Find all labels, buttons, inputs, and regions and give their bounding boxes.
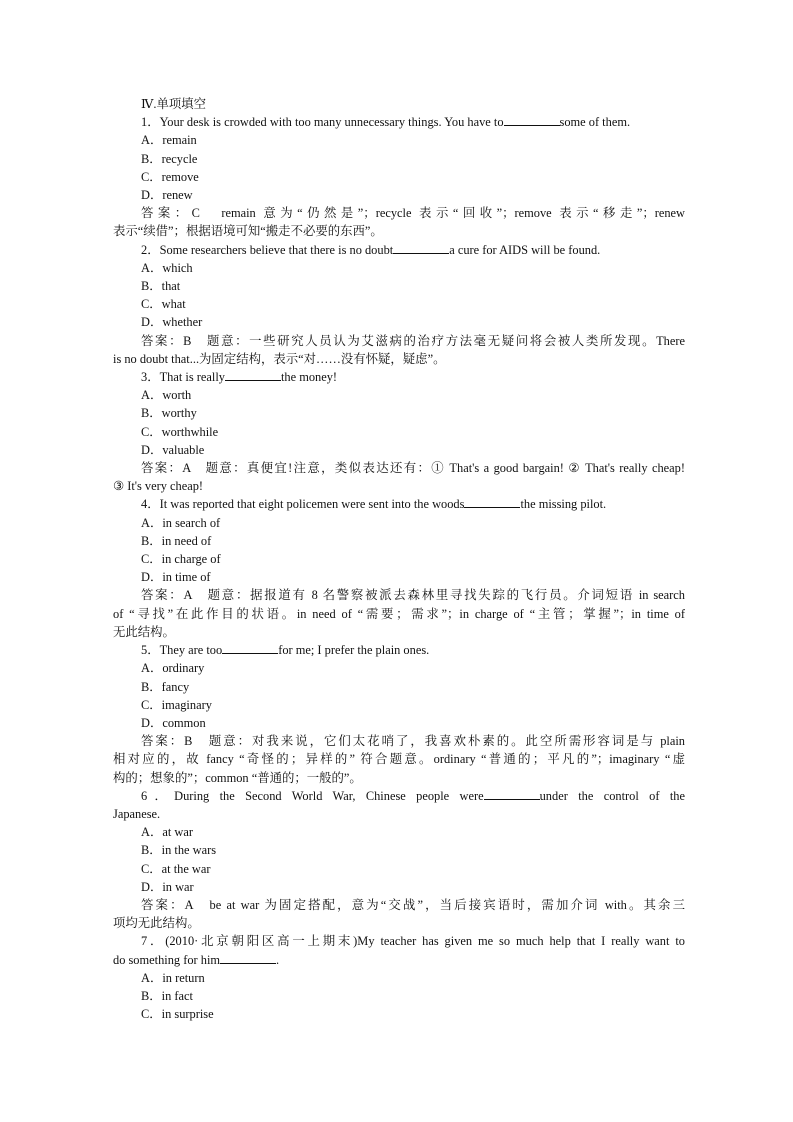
answer-blank — [393, 241, 449, 254]
option-b: B．in fact — [141, 988, 193, 1003]
option-b: B．worthy — [141, 406, 197, 421]
answer-line: 构的；想象的”；common “普通的；一般的”。 — [113, 770, 362, 785]
option-a: A．worth — [141, 388, 192, 403]
option-d: D．renew — [141, 188, 193, 203]
option-b: B．recycle — [141, 151, 198, 166]
question-stem-continued: Japanese. — [113, 806, 161, 821]
question-stem: 7．(2010·北京朝阳区高一上期末)My teacher has given me so much help that I really want to — [141, 934, 685, 949]
option-c: C．remove — [141, 169, 199, 184]
answer-line: 答案：A 题意：据报道有 8 名警察被派去森林里寻找失踪的飞行员。介词短语 in search — [141, 588, 685, 603]
option-a: A．at war — [141, 825, 193, 840]
question-7 — [113, 932, 685, 1023]
question-stem: 6．During the Second World War, Chinese people were under the control of the — [141, 788, 685, 803]
question-2 — [113, 241, 685, 368]
option-c: C．what — [141, 297, 186, 312]
document-page — [113, 95, 685, 1023]
answer-line: 项均无此结构。 — [113, 916, 200, 931]
option-a: A．which — [141, 260, 193, 275]
question-stem-continued: do something for him . — [113, 952, 280, 967]
answer-line: 答案：B 题意：一些研究人员认为艾滋病的治疗方法毫无疑问将会被人类所发现。There — [141, 333, 685, 348]
question-stem: 5．They are too for me; I prefer the plain ones. — [141, 643, 430, 658]
answer-blank — [504, 113, 560, 126]
question-stem: 1．Your desk is crowded with too many unnecessary things. You have to some of them. — [141, 115, 631, 130]
option-b: B．in the wars — [141, 843, 217, 858]
answer-line: 无此结构。 — [113, 624, 175, 639]
question-3 — [113, 368, 685, 495]
question-6 — [113, 787, 685, 933]
option-a: A．in return — [141, 970, 205, 985]
answer-line: 答案：C remain 意为“仍然是”；recycle 表示“回收”；remove 表示“移走”；renew — [141, 206, 685, 221]
option-d: D．in time of — [141, 570, 211, 585]
question-stem: 2．Some researchers believe that there is no doubt a cure for AIDS will be found. — [141, 242, 601, 257]
option-a: A．remain — [141, 133, 197, 148]
question-4 — [113, 495, 685, 641]
answer-blank — [225, 368, 281, 381]
section-title: Ⅳ.单项填空 — [141, 97, 207, 111]
option-c: C．at the war — [141, 861, 211, 876]
answer-line: 表示“续借”；根据语境可知“搬走不必要的东西”。 — [113, 224, 383, 239]
answer-line: 答案：B 题意：对我来说，它们太花哨了，我喜欢朴素的。此空所需形容词是与 plain — [141, 734, 685, 749]
question-stem: 4．It was reported that eight policemen were sent into the woods the missing pilot. — [141, 497, 607, 512]
answer-line: ③ It's very cheap! — [113, 479, 204, 494]
answer-line: 答案：A be at war 为固定搭配，意为“交战”，当后接宾语时，需加介词 with。其余三 — [141, 897, 685, 912]
option-c: C．worthwhile — [141, 424, 219, 439]
question-5 — [113, 641, 685, 787]
option-b: B．that — [141, 279, 181, 294]
option-d: D．whether — [141, 315, 203, 330]
option-d: D．in war — [141, 879, 194, 894]
option-d: D．common — [141, 715, 206, 730]
question-stem: 3．That is really the money! — [141, 370, 338, 385]
option-c: C．imaginary — [141, 697, 212, 712]
option-a: A．ordinary — [141, 661, 205, 676]
answer-blank — [222, 641, 278, 654]
answer-blank — [464, 495, 520, 508]
option-a: A．in search of — [141, 515, 221, 530]
answer-line: 答案：A 题意：真便宜!注意，类似表达还有：① That's a good bargain! ② That's really cheap! — [141, 461, 685, 476]
option-c: C．in charge of — [141, 552, 221, 567]
answer-line: is no doubt that...为固定结构，表示“对……没有怀疑，疑虑”。 — [113, 351, 446, 366]
answer-line: of “寻找”在此作目的状语。in need of “需要；需求”；in charge of “主管；掌握”；in time of — [113, 606, 685, 621]
question-1 — [113, 113, 685, 240]
answer-line: 相对应的，故 fancy “奇怪的；异样的” 符合题意。ordinary “普通的；平凡的”；imaginary “虚 — [113, 752, 685, 767]
option-c: C．in surprise — [141, 1007, 214, 1022]
option-b: B．fancy — [141, 679, 190, 694]
answer-blank — [484, 787, 540, 800]
answer-blank — [220, 951, 276, 964]
option-d: D．valuable — [141, 442, 205, 457]
option-b: B．in need of — [141, 533, 212, 548]
